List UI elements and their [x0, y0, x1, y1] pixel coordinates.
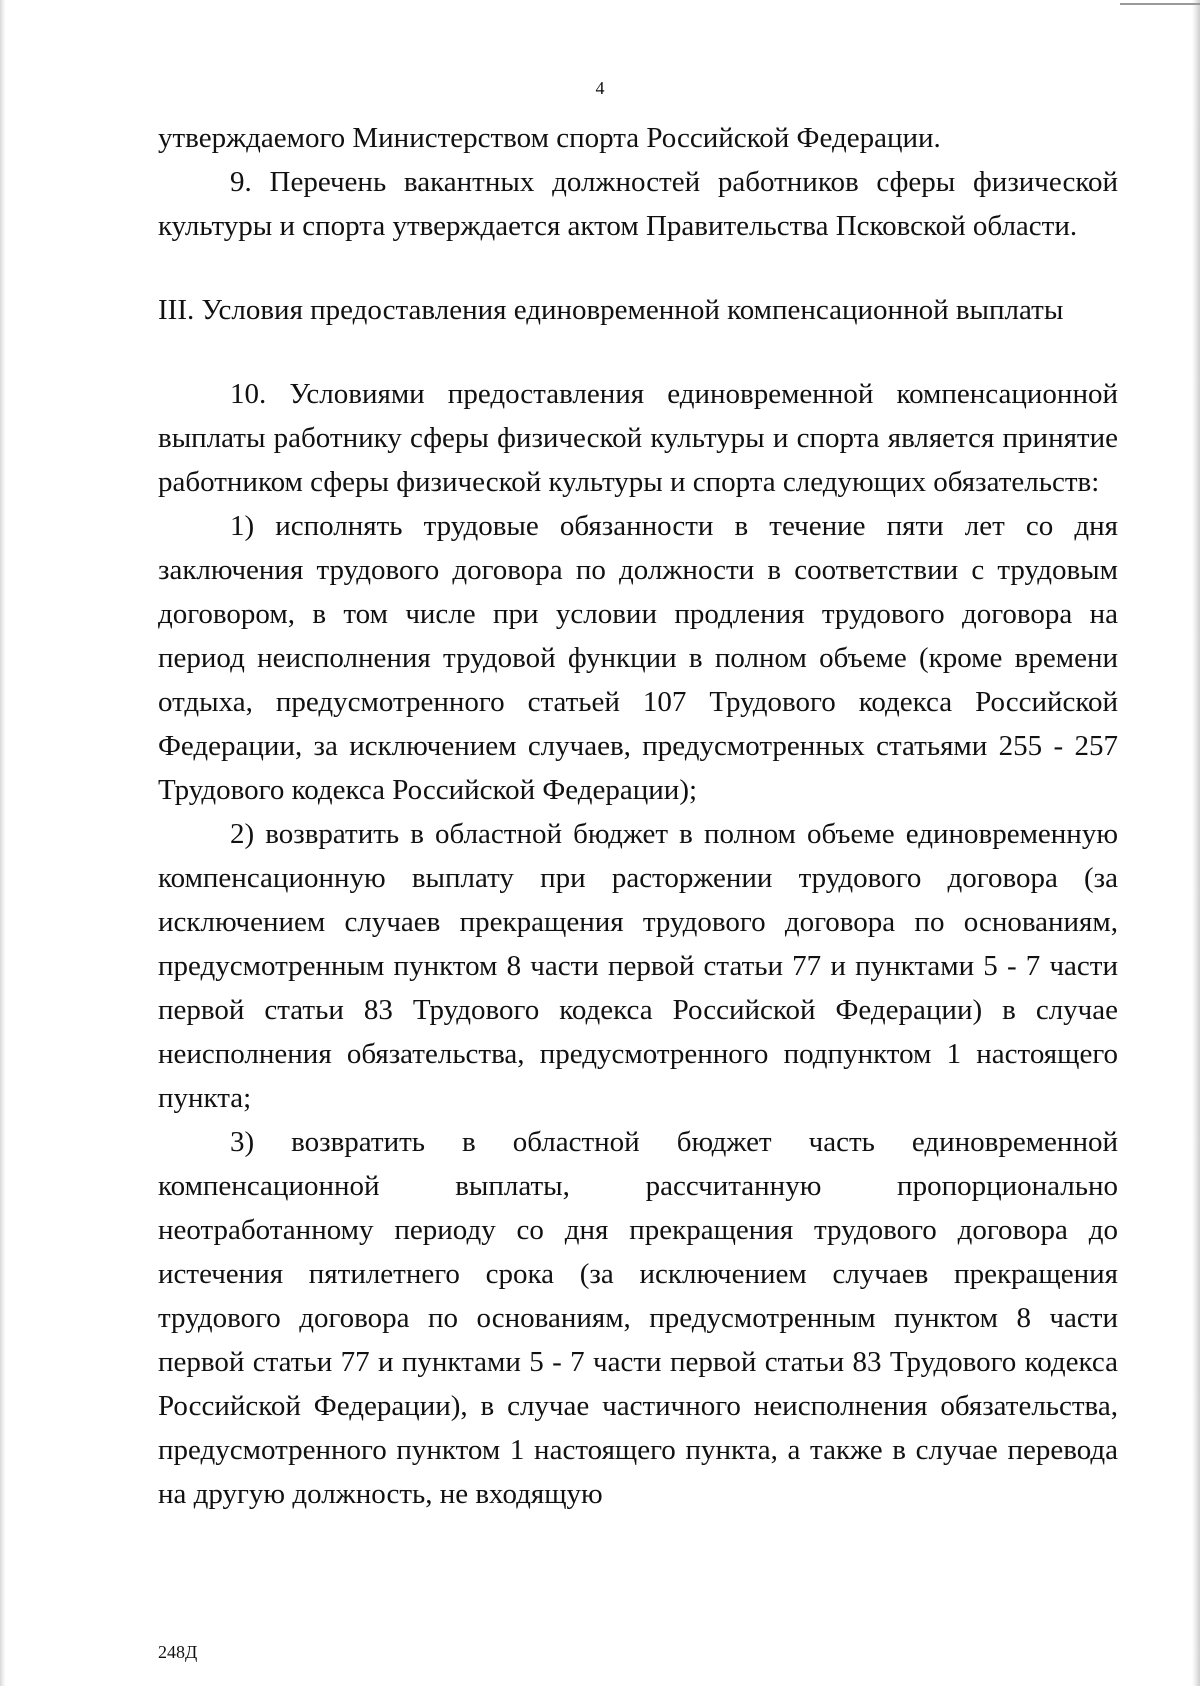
paragraph-item-10: 10. Условиями предоставления единовременной компенсационной выплаты работнику сферы физической культуры и спорта является принятие работником сферы физической культуры и спорта следующих обязательств: — [158, 378, 1118, 498]
scan-line-top-right — [1120, 3, 1200, 5]
scan-edge-right — [1192, 0, 1200, 1686]
section-heading: III. Условия предоставления единовременной компенсационной выплаты — [158, 294, 1064, 326]
subitem-3: 3) возвратить в областной бюджет часть единовременной компенсационной выплаты, рассчитанную пропорционально неотработанному периоду со дня прекращения трудового договора до истечения пятилетнего срока (за исключением случаев прекращения трудового договора по основаниям, предусмотренным пунктом 8 части первой статьи 77 и пунктами 5 - 7 части первой статьи 83 Трудового кодекса Российской Федерации), в случае частичного неисполнения обязательства, предусмотренного пунктом 1 настоящего пункта, а также в случае перевода на другую должность, не входящую — [158, 1126, 1118, 1510]
document-body — [158, 116, 1118, 1516]
scan-edge-left — [0, 0, 6, 1686]
paragraph-continuation: утверждаемого Министерством спорта Российской Федерации. — [158, 122, 941, 154]
document-code: 248Д — [158, 1642, 198, 1662]
paragraph-item-9: 9. Перечень вакантных должностей работников сферы физической культуры и спорта утверждается актом Правительства Псковской области. — [158, 166, 1118, 242]
page-number: 4 — [595, 78, 605, 98]
subitem-2: 2) возвратить в областной бюджет в полном объеме единовременную компенсационную выплату при расторжении трудового договора (за исключением случаев прекращения трудового договора по основаниям, предусмотренным пунктом 8 части первой статьи 77 и пунктами 5 - 7 части первой статьи 83 Трудового кодекса Российской Федерации) в случае неисполнения обязательства, предусмотренного подпунктом 1 настоящего пункта; — [158, 818, 1118, 1114]
subitem-1: 1) исполнять трудовые обязанности в течение пяти лет со дня заключения трудового договора по должности в соответствии с трудовым договором, в том числе при условии продления трудового договора на период неисполнения трудовой функции в полном объеме (кроме времени отдыха, предусмотренного статьей 107 Трудового кодекса Российской Федерации, за исключением случаев, предусмотренных статьями 255 - 257 Трудового кодекса Российской Федерации); — [158, 510, 1118, 806]
